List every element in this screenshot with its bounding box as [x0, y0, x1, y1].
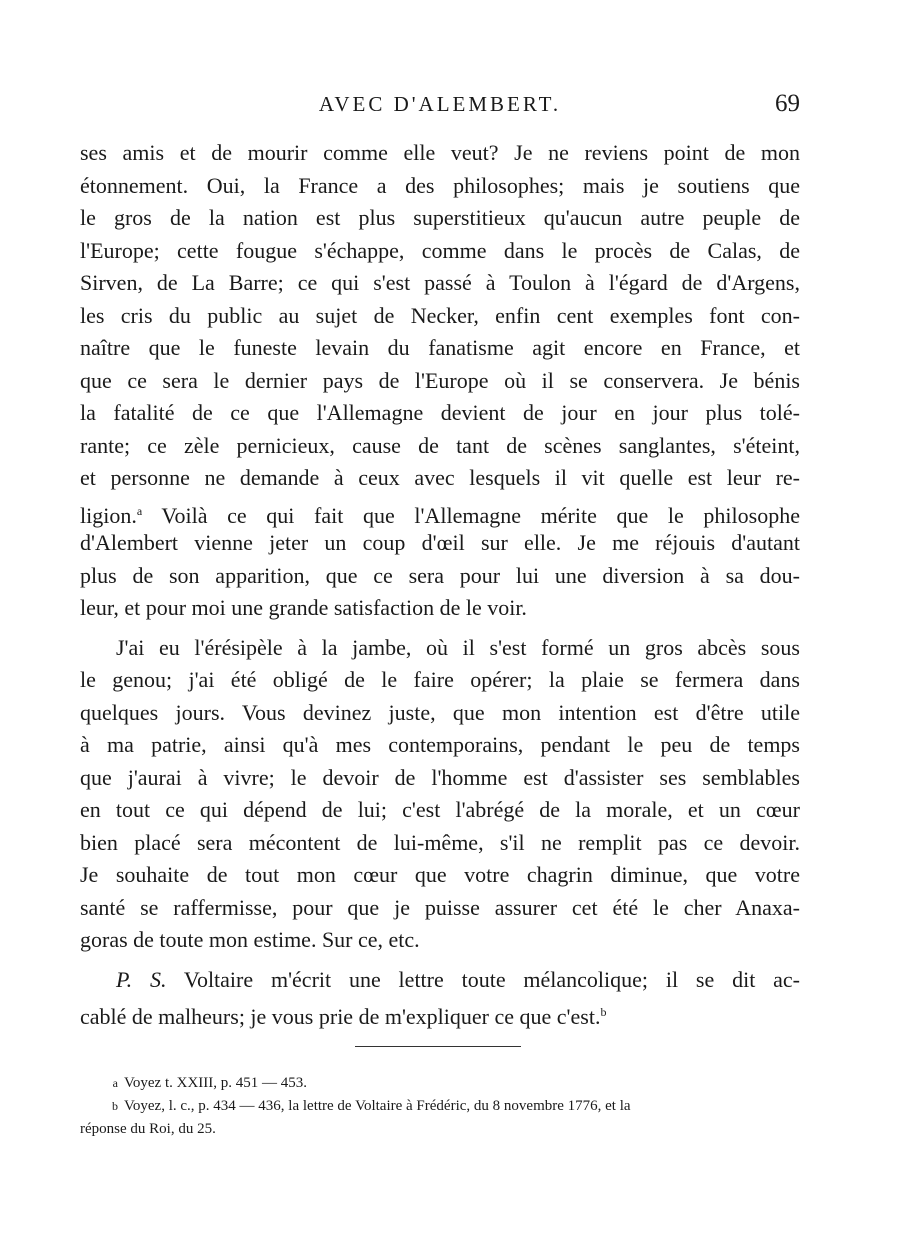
text-line: que ce sera le dernier pays de l'Europe où il se conservera. Je bénis	[80, 367, 800, 393]
text-line: les cris du public au sujet de Necker, enfin cent exemples font con-	[80, 302, 800, 328]
text-line: plus de son apparition, que ce sera pour lui une diversion à sa dou-	[80, 562, 800, 588]
text-line	[80, 996, 800, 1029]
text-line: à ma patrie, ainsi qu'à mes contemporains, pendant le peu de temps	[80, 732, 800, 757]
paragraph-gap	[80, 625, 800, 632]
text-line: quelques jours. Vous devinez juste, que mon intention est d'être utile	[80, 699, 800, 725]
text-fragment: Voilà ce qui fait que l'Allemagne mérite que le philosophe	[142, 502, 800, 528]
text-line: santé se raffermisse, pour que je puisse assurer cet été le cher Anaxa-	[80, 894, 800, 920]
footnote-separator	[355, 1046, 521, 1047]
footnote-marker: a	[112, 1076, 118, 1090]
text-line: que j'aurai à vivre; le devoir de l'homme est d'assister ses semblables	[80, 764, 800, 790]
footnote-continuation: réponse du Roi, du 25.	[80, 1121, 216, 1137]
text-fragment: cablé de malheurs; je vous prie de m'expliquer ce que c'est.	[80, 1004, 601, 1029]
footnote	[80, 1072, 800, 1095]
text-line	[80, 495, 800, 528]
text-line	[80, 964, 800, 997]
text-fragment: Voltaire m'écrit une lettre toute mélancolique; il se dit ac-	[166, 966, 801, 992]
text-line: le genou; j'ai été obligé de le faire opérer; la plaie se fermera dans	[80, 667, 800, 692]
text-line: la fatalité de ce que l'Allemagne devient de jour en jour plus tolé-	[80, 400, 800, 425]
text-line: en tout ce qui dépend de lui; c'est l'abrégé de la morale, et un cœur	[80, 797, 800, 822]
text-line: leur, et pour moi une grande satisfaction de le voir.	[80, 595, 527, 620]
text-line: naître que le funeste levain du fanatisme agit encore en France, et	[80, 335, 800, 360]
text-line: étonnement. Oui, la France a des philosophes; mais je soutiens que	[80, 172, 800, 198]
footnote-text: Voyez, l. c., p. 434 — 436, la lettre de Voltaire à Frédéric, du 8 novembre 1776, et la	[124, 1098, 631, 1114]
footnote-reference: a	[136, 503, 143, 518]
footnote-marker: b	[112, 1099, 118, 1113]
text-line: ses amis et de mourir comme elle veut? Je ne reviens point de mon	[80, 140, 800, 165]
text-line: Je souhaite de tout mon cœur que votre chagrin diminue, que votre	[80, 862, 800, 887]
running-title: AVEC D'ALEMBERT.	[318, 92, 562, 116]
page-number: 69	[775, 90, 800, 117]
text-line: bien placé sera mécontent de lui-même, s'il ne remplit pas ce devoir.	[80, 829, 800, 855]
text-line: Sirven, de La Barre; ce qui s'est passé à Toulon à l'égard de d'Argens,	[80, 270, 800, 295]
footnotes	[80, 1072, 800, 1141]
paragraph-gap	[80, 957, 800, 964]
footnote-text: Voyez t. XXIII, p. 451 — 453.	[124, 1075, 308, 1091]
postscript-label: P. S.	[116, 966, 167, 992]
footnote	[80, 1095, 800, 1118]
text-line: le gros de la nation est plus superstitieux qu'aucun autre peuple de	[80, 205, 800, 230]
text-fragment: ligion.	[80, 502, 137, 528]
text-line: goras de toute mon estime. Sur ce, etc.	[80, 927, 420, 952]
text-line: rante; ce zèle pernicieux, cause de tant de scènes sanglantes, s'éteint,	[80, 432, 800, 458]
text-line: J'ai eu l'érésipèle à la jambe, où il s'est formé un gros abcès sous	[116, 634, 800, 660]
main-text	[80, 137, 800, 1029]
text-line: et personne ne demande à ceux avec lesquels il vit quelle est leur re-	[80, 465, 800, 490]
text-line: d'Alembert vienne jeter un coup d'œil sur elle. Je me réjouis d'autant	[80, 530, 800, 555]
running-head	[80, 92, 800, 122]
text-line: l'Europe; cette fougue s'échappe, comme dans le procès de Calas, de	[80, 237, 800, 263]
footnote-reference: b	[600, 1005, 607, 1019]
